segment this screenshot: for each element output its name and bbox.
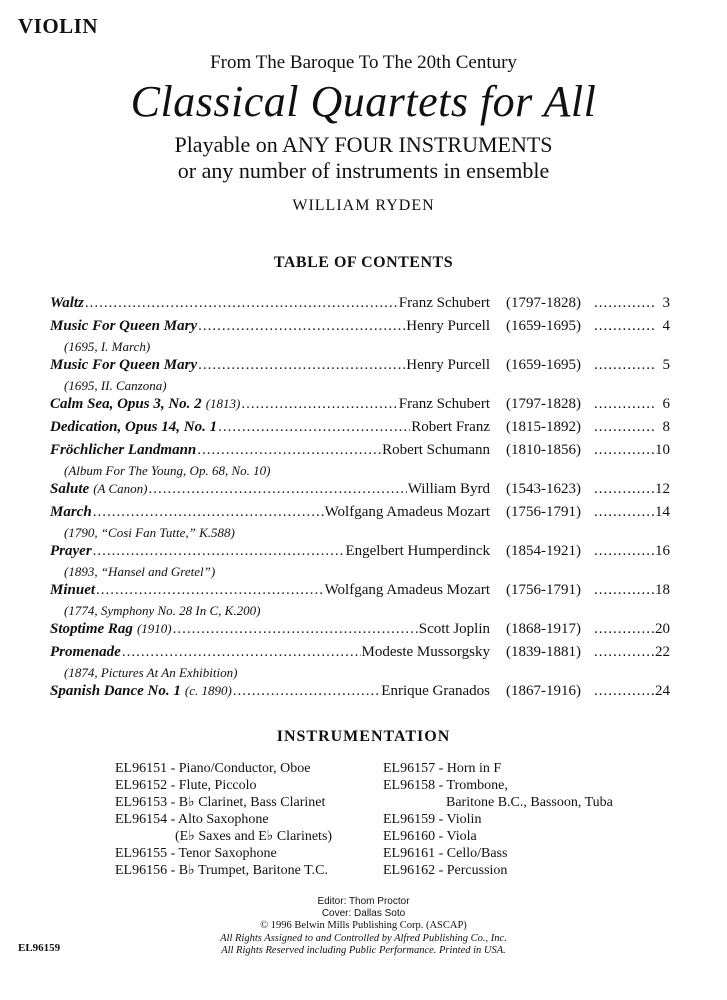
- toc-line: [50, 396, 670, 417]
- subtitle: From The Baroque To The 20th Century: [210, 52, 517, 73]
- toc-line: [50, 543, 670, 564]
- toc-page-number: 16: [655, 543, 670, 559]
- toc-entry: [50, 318, 670, 357]
- toc-entry: [50, 543, 670, 582]
- toc-years: (1868-1917): [506, 621, 581, 637]
- toc-page-number: 12: [655, 481, 670, 497]
- toc-years: (1797-1828): [506, 396, 581, 412]
- instrumentation-left-column: [115, 760, 332, 879]
- toc-note: (A Canon): [93, 481, 148, 496]
- toc-line: [50, 295, 670, 316]
- toc-years: (1659-1695): [506, 357, 581, 373]
- dot-leader: [122, 644, 361, 661]
- toc-title: Salute: [50, 481, 90, 497]
- toc-years: (1854-1921): [506, 543, 581, 559]
- instrumentation-item: EL96158 - Trombone,: [383, 778, 508, 793]
- toc-line: [50, 504, 670, 525]
- toc-composer: Henry Purcell: [406, 318, 490, 334]
- instrumentation-right-column: [383, 760, 613, 879]
- cover-credit: Cover: Dallas Soto: [321, 908, 406, 919]
- toc-title: Music For Queen Mary: [50, 318, 198, 334]
- dot-leader: [594, 582, 654, 599]
- toc-line: [50, 644, 670, 665]
- dot-leader: [594, 318, 654, 335]
- toc-title: Minuet: [50, 582, 96, 598]
- toc-entry: [50, 481, 670, 504]
- credits: [0, 896, 727, 920]
- toc-title: Dedication, Opus 14, No. 1: [50, 419, 218, 435]
- dot-leader: [93, 543, 345, 560]
- toc-years: (1867-1916): [506, 683, 581, 699]
- toc-title: Fröchlicher Landmann: [50, 442, 197, 458]
- dot-leader: [173, 621, 418, 638]
- toc-composer: Modeste Mussorgsky: [361, 644, 490, 660]
- dot-leader: [148, 481, 406, 498]
- toc-title: Promenade: [50, 644, 121, 660]
- copyright-line-2: All Rights Assigned to and Controlled by Alfred Publishing Co., Inc.: [220, 932, 507, 944]
- toc-page-number: 22: [655, 644, 670, 660]
- dot-leader: [594, 543, 654, 560]
- toc-years: (1756-1791): [506, 582, 581, 598]
- toc-title: Calm Sea, Opus 3, No. 2: [50, 396, 202, 412]
- toc-page-number: 6: [662, 396, 670, 412]
- toc-line: [50, 318, 670, 339]
- toc-years: (1815-1892): [506, 419, 581, 435]
- toc-page-number: 8: [662, 419, 670, 435]
- toc-page-number: 18: [655, 582, 670, 598]
- instrumentation-item: EL96161 - Cello/Bass: [383, 846, 508, 861]
- toc-entry: [50, 357, 670, 396]
- instrumentation-item: EL96152 - Flute, Piccolo: [115, 778, 257, 793]
- dot-leader: [594, 357, 654, 374]
- toc-line: [50, 582, 670, 603]
- toc-page-number: 24: [655, 683, 670, 699]
- dot-leader: [594, 683, 654, 700]
- dot-leader: [594, 442, 654, 459]
- instrument-label: VIOLIN: [18, 14, 99, 38]
- toc-entry: [50, 295, 670, 318]
- toc-composer: Enrique Granados: [381, 683, 490, 699]
- dot-leader: [594, 396, 654, 413]
- toc-page-number: 20: [655, 621, 670, 637]
- copyright-line-1: © 1996 Belwin Mills Publishing Corp. (ASCAP): [260, 920, 467, 931]
- toc-line: [50, 481, 670, 502]
- toc-title: March: [50, 504, 92, 520]
- toc-note: (1813): [205, 396, 241, 411]
- dot-leader: [198, 318, 405, 335]
- dot-leader: [96, 582, 324, 599]
- toc-title: Stoptime Rag: [50, 621, 133, 637]
- catalog-code: EL96159: [18, 942, 61, 954]
- playable-line: Playable on ANY FOUR INSTRUMENTS: [174, 132, 553, 157]
- toc-page-number: 10: [655, 442, 670, 458]
- instrumentation-item: EL96159 - Violin: [383, 812, 482, 827]
- dot-leader: [197, 442, 381, 459]
- toc-subtitle: (1790, “Cosi Fan Tutte,” K.588): [64, 525, 235, 540]
- table-of-contents: [50, 295, 670, 706]
- copyright: [0, 920, 727, 958]
- toc-note: (1910): [136, 621, 172, 636]
- toc-composer: Franz Schubert: [398, 295, 490, 311]
- toc-page-number: 3: [662, 295, 670, 311]
- editor-credit: Editor: Thom Proctor: [317, 896, 410, 907]
- toc-subtitle: (1874, Pictures At An Exhibition): [64, 665, 238, 680]
- instrumentation-item: Baritone B.C., Bassoon, Tuba: [446, 795, 613, 810]
- toc-years: (1797-1828): [506, 295, 581, 311]
- toc-years: (1756-1791): [506, 504, 581, 520]
- dot-leader: [594, 621, 654, 638]
- toc-line: [50, 419, 670, 440]
- toc-page-number: 5: [662, 357, 670, 373]
- dot-leader: [198, 357, 405, 374]
- dot-leader: [233, 683, 380, 700]
- toc-title: Spanish Dance No. 1: [50, 683, 181, 699]
- toc-subtitle: (1774, Symphony No. 28 In C, K.200): [64, 603, 261, 618]
- instrumentation-item: EL96157 - Horn in F: [383, 761, 502, 776]
- toc-subtitle: (1893, “Hansel and Gretel”): [64, 564, 216, 579]
- ensemble-line: or any number of instruments in ensemble: [177, 158, 550, 183]
- toc-entry: [50, 504, 670, 543]
- toc-composer: Robert Franz: [411, 419, 490, 435]
- main-title: [0, 76, 727, 127]
- toc-entry: [50, 644, 670, 683]
- toc-years: (1543-1623): [506, 481, 581, 497]
- toc-page-number: 4: [662, 318, 670, 334]
- toc-subtitle: (1695, I. March): [64, 339, 151, 354]
- toc-line: [50, 357, 670, 378]
- instrumentation-item: (E♭ Saxes and E♭ Clarinets): [175, 829, 333, 844]
- instrumentation-item: EL96162 - Percussion: [383, 863, 508, 878]
- toc-composer: Wolfgang Amadeus Mozart: [324, 582, 490, 598]
- instrumentation-heading: INSTRUMENTATION: [276, 728, 451, 745]
- dot-leader: [594, 481, 654, 498]
- toc-title: Waltz: [50, 295, 84, 311]
- toc-line: [50, 683, 670, 704]
- toc-subtitle: (1695, II. Canzona): [64, 378, 167, 393]
- toc-years: (1839-1881): [506, 644, 581, 660]
- toc-line: [50, 442, 670, 463]
- toc-composer: William Byrd: [407, 481, 490, 497]
- toc-heading: TABLE OF CONTENTS: [273, 254, 454, 271]
- instrumentation-item: EL96154 - Alto Saxophone: [115, 812, 269, 827]
- toc-note: (c. 1890): [184, 683, 232, 698]
- toc-page-number: 14: [655, 504, 670, 520]
- toc-entry: [50, 442, 670, 481]
- toc-subtitle: (Album For The Young, Op. 68, No. 10): [64, 463, 271, 478]
- instrumentation-item: EL96153 - B♭ Clarinet, Bass Clarinet: [115, 795, 326, 810]
- instrumentation-item: EL96160 - Viola: [383, 829, 477, 844]
- toc-entry: [50, 419, 670, 442]
- toc-composer: Robert Schumann: [382, 442, 490, 458]
- toc-entry: [50, 621, 670, 644]
- main-title-text: Classical Quartets for All: [130, 77, 597, 126]
- toc-years: (1659-1695): [506, 318, 581, 334]
- toc-composer: Wolfgang Amadeus Mozart: [324, 504, 490, 520]
- instrumentation-item: EL96156 - B♭ Trumpet, Baritone T.C.: [115, 863, 328, 878]
- dot-leader: [218, 419, 410, 436]
- toc-composer: Franz Schubert: [398, 396, 490, 412]
- toc-line: [50, 621, 670, 642]
- toc-title: Music For Queen Mary: [50, 357, 198, 373]
- dot-leader: [93, 504, 324, 521]
- dot-leader: [594, 644, 654, 661]
- toc-entry: [50, 582, 670, 621]
- toc-years: (1810-1856): [506, 442, 581, 458]
- toc-composer: Scott Joplin: [418, 621, 490, 637]
- instrumentation-item: EL96151 - Piano/Conductor, Oboe: [115, 761, 311, 776]
- toc-composer: Engelbert Humperdinck: [345, 543, 490, 559]
- dot-leader: [85, 295, 398, 312]
- toc-entry: [50, 683, 670, 706]
- dot-leader: [241, 396, 397, 413]
- copyright-line-3: All Rights Reserved including Public Performance. Printed in USA.: [221, 945, 506, 956]
- author: WILLIAM RYDEN: [292, 197, 435, 214]
- toc-composer: Henry Purcell: [406, 357, 490, 373]
- dot-leader: [594, 419, 654, 436]
- toc-title: Prayer: [50, 543, 92, 559]
- dot-leader: [594, 295, 654, 312]
- instrumentation-item: EL96155 - Tenor Saxophone: [115, 846, 277, 861]
- toc-entry: [50, 396, 670, 419]
- dot-leader: [594, 504, 654, 521]
